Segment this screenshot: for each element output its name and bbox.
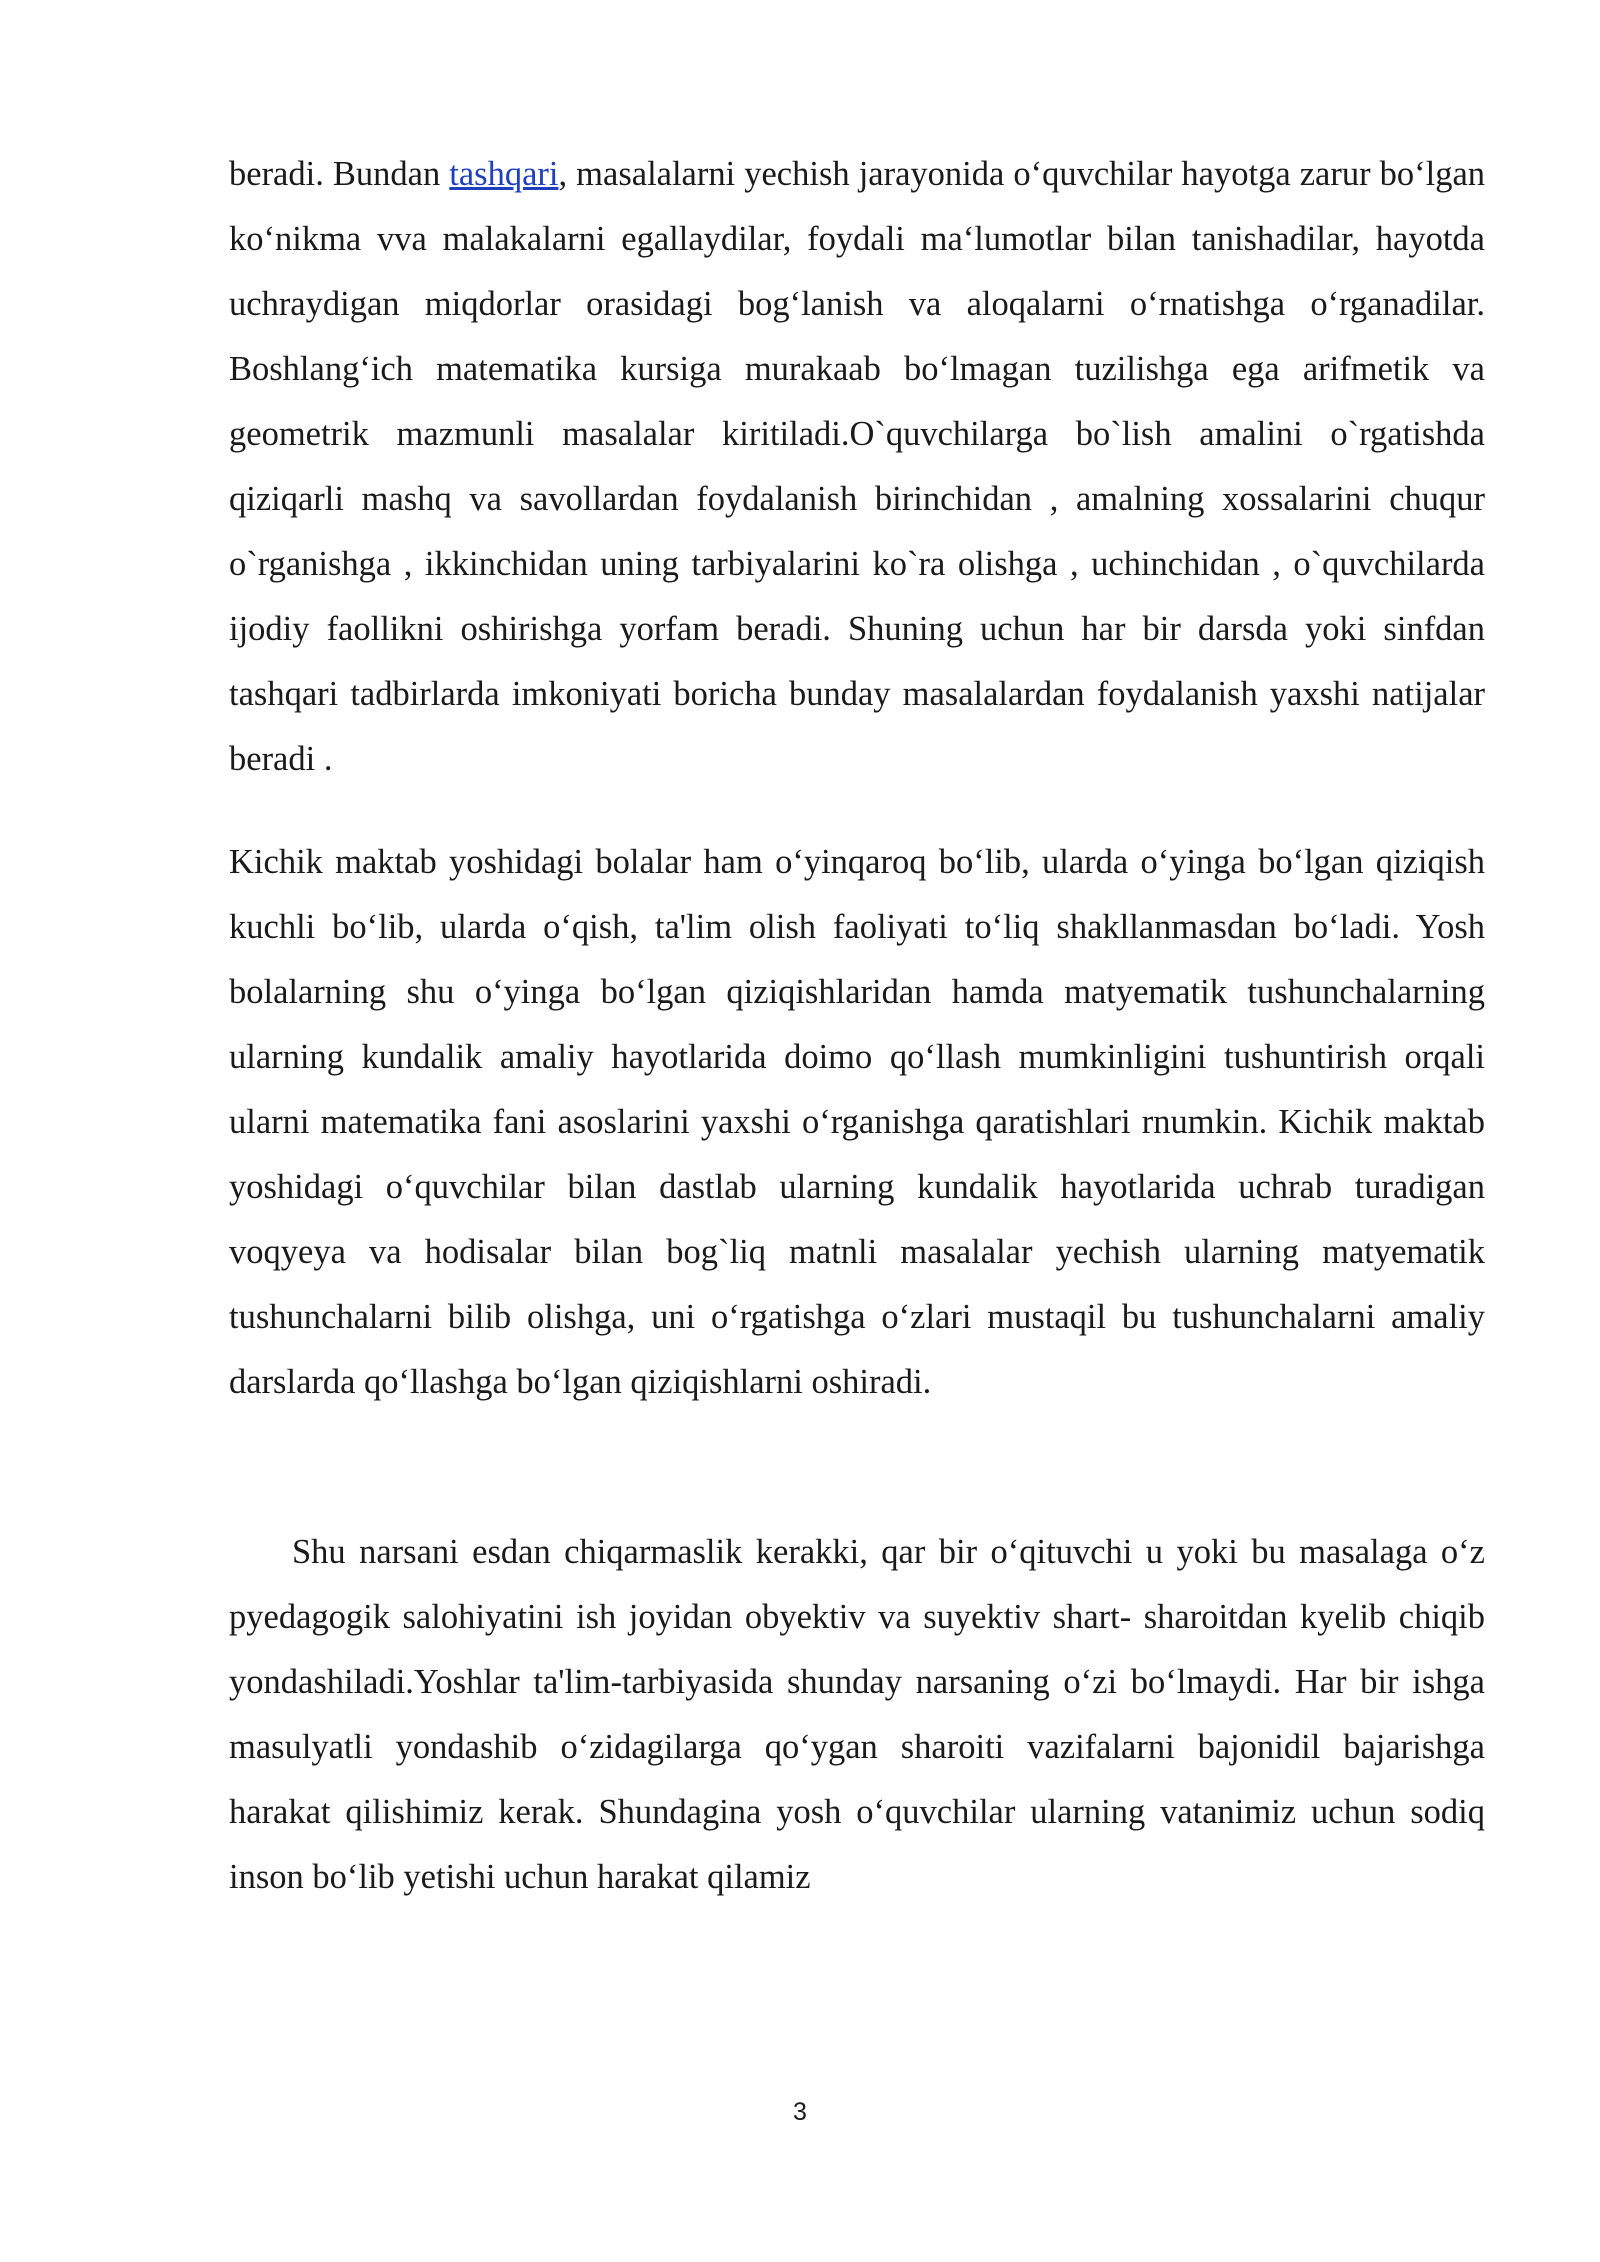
paragraph-1 — [229, 142, 1485, 792]
paragraph-2-text: Kichik maktab yoshidagi bolalar ham o‘yinqaroq bo‘lib, ularda o‘yinga bo‘lgan qiziqish kuchli bo‘lib, ularda o‘qish, ta'lim olish faoliyati to‘liq shakllanmasdan bo‘ladi. Yosh bolalarning shu o‘yinga bo‘lgan qiziqishlaridan hamda matyematik tushunchalarning ularning kundalik amaliy hayotlarida doimo qo‘llash mumkinligini tushuntirish orqali ularni matematika fani asoslarini yaxshi o‘rganishga qaratishlari rnumkin. Kichik maktab yoshidagi o‘quvchilar bilan dastlab ularning kundalik hayotlarida uchrab turadigan voqyeya va hodisalar bilan bog`liq matnli masalalar yechish ularning matyematik tushunchalarni bilib olishga, uni o‘rgatishga o‘zlari mustaqil bu tushunchalarni amaliy darslarda qo‘llashga bo‘lgan qiziqishlarni oshiradi. — [229, 843, 1485, 1401]
paragraph-3 — [229, 1520, 1485, 1910]
paragraph-1-lead: beradi. Bundan — [229, 155, 450, 193]
paragraph-3-text: Shu narsani esdan chiqarmaslik kerakki, qar bir o‘qituvchi u yoki bu masalaga o‘z pyedagogik salohiyatini ish joyidan obyektiv va suyektiv shart- sharoitdan kyelib chiqib yondashiladi.Yoshlar ta'lim-tarbiyasida shunday narsaning o‘zi bo‘lmaydi. Har bir ishga masulyatli yondashib o‘zidagilarga qo‘ygan sharoiti vazifalarni bajonidil bajarishga harakat qilishimiz kerak. Shundagina yosh o‘quvchilar ularning vatanimiz uchun sodiq inson bo‘lib yetishi uchun harakat qilamiz — [229, 1533, 1485, 1896]
paragraph-1-text — [229, 142, 1485, 792]
page-number: 3 — [793, 2098, 807, 2126]
tashqari-link[interactable]: tashqari — [449, 155, 559, 193]
paragraph-2 — [229, 830, 1485, 1415]
paragraph-1-rest: , masalalarni yechish jarayonida o‘quvchilar hayotga zarur bo‘lgan ko‘nikma vva malakalarni egallaydilar, foydali ma‘lumotlar bilan tanishadilar, hayotda uchraydigan miqdorlar orasidagi bog‘lanish va aloqalarni o‘rnatishga o‘rganadilar. Boshlang‘ich matematika kursiga murakaab bo‘lmagan tuzilishga ega arifmetik va geometrik mazmunli masalalar kiritiladi.O`quvchilarga bo`lish amalini o`rgatishda qiziqarli mashq va savollardan foydalanish birinchidan , amalning xossalarini chuqur o`rganishga , ikkinchidan uning tarbiyalarini ko`ra olishga , uchinchidan , o`quvchilarda ijodiy faollikni oshirishga yorfam beradi. Shuning uchun har bir darsda yoki sinfdan tashqari tadbirlarda imkoniyati boricha bunday masalalardan foydalanish yaxshi natijalar beradi . — [229, 155, 1486, 778]
